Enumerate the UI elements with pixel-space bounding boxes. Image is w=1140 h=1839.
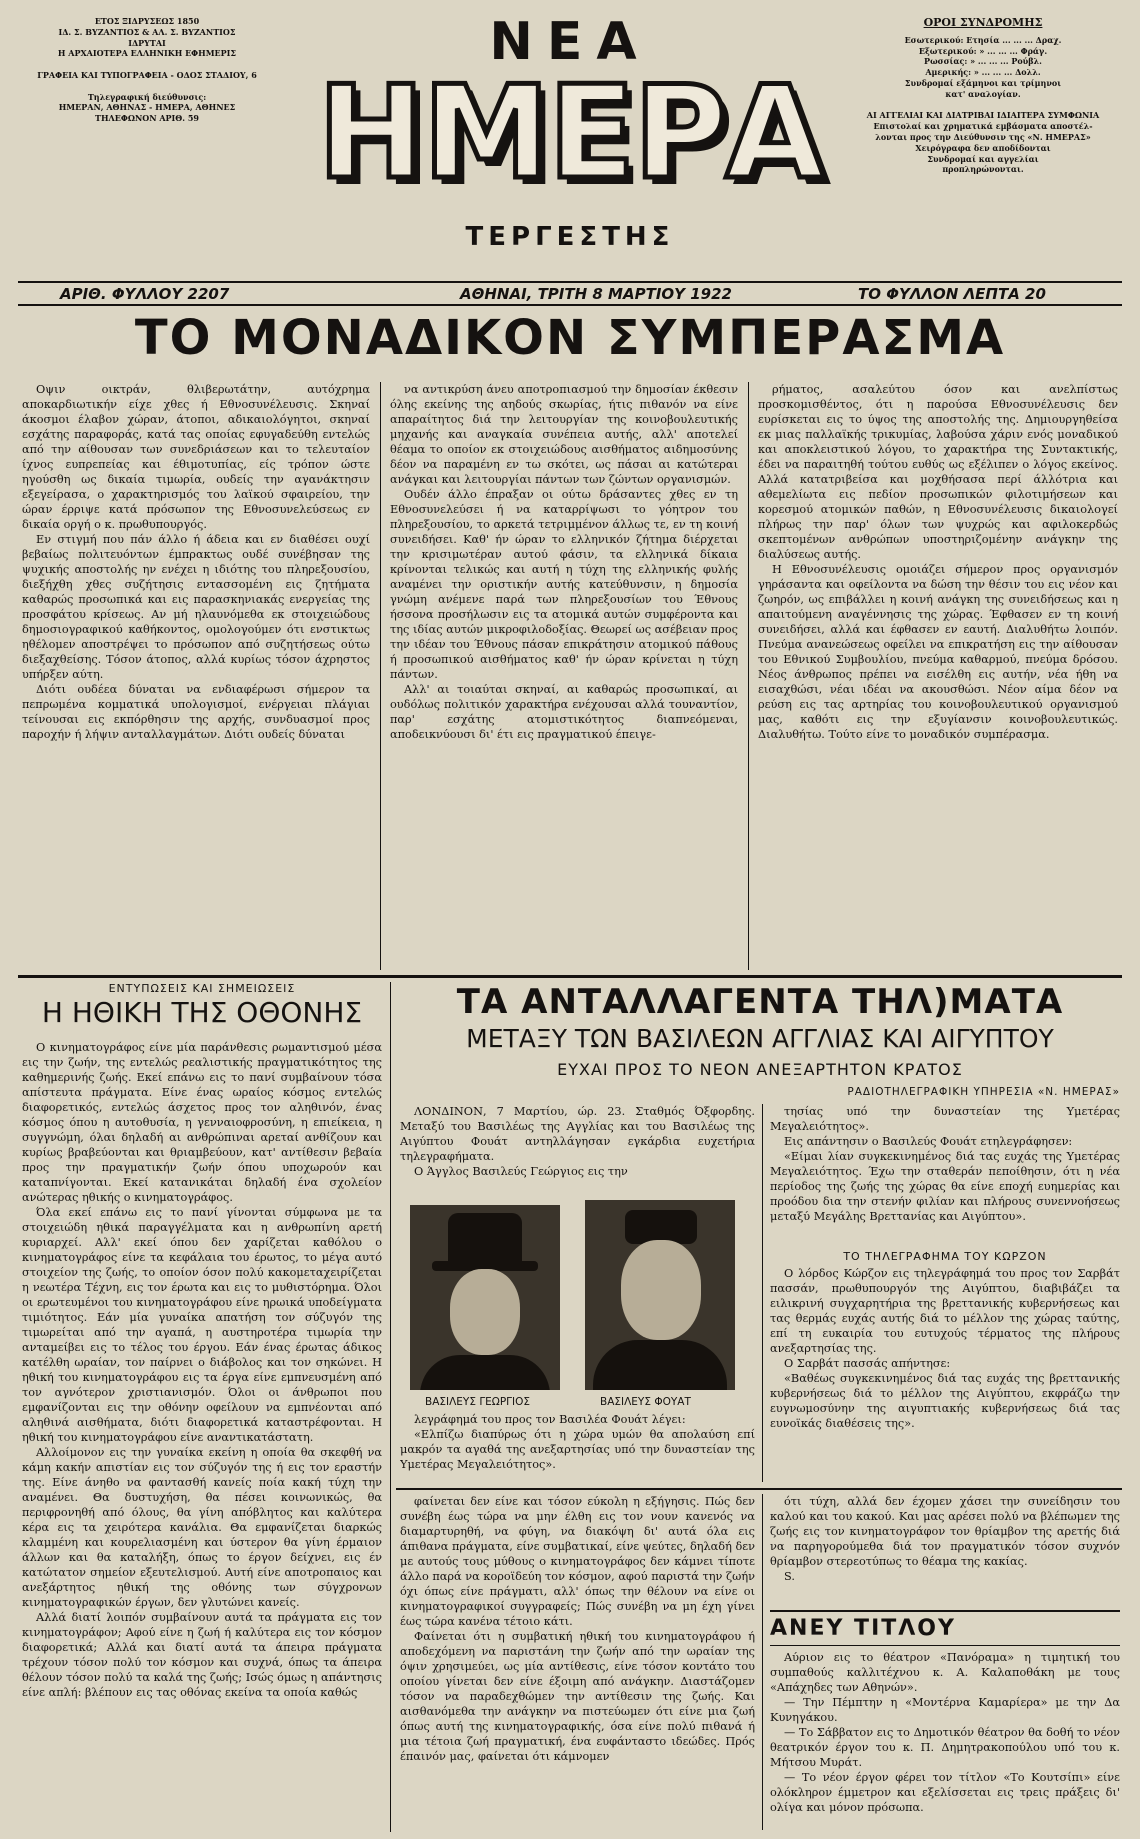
subscription-line: Συνδρομαί και αγγελίαι <box>927 153 1039 164</box>
subscription-line: Ρωσσίας: » ... ... ... Ρούβλ. <box>924 56 1042 67</box>
curzon-telegram-title: ΤΟ ΤΗΛΕΓΡΑΦΗΜΑ ΤΟΥ ΚΩΡΖΟΝ <box>843 1250 1047 1263</box>
paragraph: «Ελπίζω διαπύρως ότι η χώρα υμών θα απολαύση επί μακρόν τα αγαθά της ανεξαρτησίας υπό την δυναστείαν της Υμετέρας Μεγαλειότητος». <box>400 1428 755 1471</box>
king-fuad-photo <box>585 1200 735 1390</box>
paragraph: τησίας υπό την δυναστείαν της Υμετέρας Μεγαλειότητος». <box>770 1105 1120 1133</box>
main-headline: ΤΟ ΜΟΝΑΔΙΚΟΝ ΣΥΜΠΕΡΑΣΜΑ <box>134 310 1006 366</box>
masthead-left-line: ΓΡΑΦΕΙΑ ΚΑΙ ΤΥΠΟΓΡΑΦΕΙΑ - ΟΔΟΣ ΣΤΑΔΙΟΥ, 6 <box>37 69 257 80</box>
telegrams-title: ΤΑ ΑΝΤΑΛΛΑΓΕΝΤΑ ΤΗΛ)ΜΑΤΑ <box>456 982 1064 1022</box>
paragraph: Φαίνεται ότι η συμβατική ηθική του κινηματογράφου ή αποδεχόμενη να παριστάνη την ζωήν από την ωραίαν της όψιν χρησιμεύει, ως μία αντίθεσις, είνε τόσον κοντάτο του οποίου γίνεται δεν είνε έξοιμη από ανάγκην. Διαστάζομεν τόσον να παραδεχθώμεν την αντίθεσιν της ζωής. Και αισθανόμεθα την ανάγκην να πιστεύωμεν ότι είνε μια ζωή όπως αυτή της κινηματογραφικής, όσα είνε πολύ πιθανά ή μια τέτοια ζωή πραγματική, ένα ευφάνταστο ιδεώδες. Πρός έπαινόν μας, φαίνεται ότι κάμνομεν <box>400 1630 755 1763</box>
column-divider <box>762 1104 763 1482</box>
editorial-column-1 <box>22 382 370 970</box>
masthead-left-line: ΗΜΕΡΑΝ, ΑΘΗΝΑΣ - ΗΜΕΡΑ, ΑΘΗΝΕΣ <box>58 102 236 113</box>
paragraph: ότι τύχη, αλλά δεν έχομεν χάσει την συνείδησιν του καλού και του κακού. Και μας αρέσει πολύ να βλέπωμεν της ζωής εις τον κινηματογράφον τον θρίαμβον της αρετής διά να παρηγορούμεθα διά τον πραγματικόν τόσον συχνόν θρίαμβον στερεοτύπως το θέαμα της κακίας. <box>770 1495 1120 1568</box>
paragraph: Όλα εκεί επάνω εις το πανί γίνονται σύμφωνα με τα στοιχειώδη ηθικά παραγγέλματα και η ανθρωπίνη αρετή κυριαρχεί. Αλλ' εκεί όπου δεν χαρίζεται καθόλου ο κινηματογράφος είνε τα κεφάλαια του έρωτος, το μέγα αυτό στοιχείον της ζωής, το οποίον όσον πολύ κακομεταχειρίζεται η νεωτέρα Τέχνη, εις τον έρωτα και εις το μυθιστόρημα. Όλοι οι ερωτευμένοι του κινηματογράφου είνε ηρωικά υποδείγματα τιμιότητος. Εάν μία γυναίκα απατήση τον σύζυγόν της τιμωρείται από την αγαπά, η αυστηροτέρα τιμωρία την ανταμείβει εις το τέλος του έργου. Εάν ένας έρωτας άδικος κατέλθη ωραίαν, τον παίρνει ο διάβολος και τον σηκώνει. Η ηθική του κινηματογράφου εις τα έργα είνε εμπνευσμένη από τον αγνότερον χριστιανισμόν. Όλοι οι άνθρωποι που εμφανίζονται εις την οθόνην οφείλουν να εμπνέονται από αληθινά αισθήματα, διότι διαφορετικά καταστρέφονται. Η ηθική του κινηματογράφου είνε αναντικατάστατη. <box>22 1206 382 1444</box>
paragraph: Ο κινηματογράφος είνε μία παράνθεσις ρωμαντισμού μέσα εις την ζωήν, της εντελώς ρεαλιστικής πραγματικότητος της καθημερινής ζωής. Εκεί επάνω εις το πανί συμβαίνουν τόσα απίστευτα πράγματα. Είνε ένας ωραίος κόσμος εντελώς διαφορετικός, εντελώς άσχετος προς τον αληθινόν, ένας κόσμος όπου η αυτοθυσία, η γενναιοφροσύνη, η επιείκεια, η συγγνώμη, όλαι δηλαδή αι ανθρώπιναι αρεταί ανθίζουν και κυρίως βραβεύονται και θριαμβεύουν, κατ' αντίθεσιν βεβαία προς την πραγματικήν ζωήν όπου υποχωρούν και καταπνίγονται. Εκεί κατανικάται δηλαδή ένα σχολείον ανώτερας ηθικής ο κινηματογράφος. <box>22 1041 382 1204</box>
paragraph: Αύριον εις το θέατρον «Πανόραμα» η τιμητική του συμπαθούς καλλιτέχνου κ. Α. Καλαποθάκη με τους «Απάχηδες των Αθηνών». <box>770 1651 1120 1694</box>
section-rule <box>396 1488 1122 1490</box>
telegrams-column-b <box>770 1104 1120 1246</box>
dateline-bottom-rule <box>18 304 1122 306</box>
paragraph: Αλλοίμονον εις την γυναίκα εκείνη η οποία θα σκεφθή να κάμη κακήν απιστίαν εις τον σύζυγόν της ή εις τον εραστήν της. Είνε άνηθο να φαντασθή κανείς ποία κακή τύχη την αναμένει. Θα δυστυχήση, θα πέσει κοινωνικώς, θα περιφρονηθή από όλους, θα γίνη απόβλητος και καλύτερα κέρα εις τα χειρότερα κανάλια. Θα εμφανίζεται διαρκώς κλαμμένη και κουρελιασμένη και ύστερον θα γίνη έρμαιον άλλων και θα καταλήξη, όπως το έργον δείχνει, εις έν κατώτατον σημείον εξευτελισμού. Αυτή είνε αποτροπαιος και ανεξάρτητος ηθική της οθόνης των σύγχρονων κινηματογραφικών έργων, δεν γλυτώνει κανείς. <box>22 1446 382 1609</box>
masthead-left-line: ΙΔΡΥΤΑΙ <box>128 37 166 48</box>
paragraph: Ο Σαρβάτ πασσάς απήντησε: <box>784 1357 951 1370</box>
paragraph: Εις απάντησιν ο Βασιλεύς Φουάτ ετηλεγράφησεν: <box>784 1135 1073 1148</box>
section-rule <box>770 1645 1120 1646</box>
subscription-line: κατ' αναλογίαν. <box>945 88 1021 99</box>
issue-date: ΑΘΗΝΑΙ, ΤΡΙΤΗ 8 ΜΑΡΤΙΟΥ 1922 <box>460 285 732 303</box>
editorial-column-3 <box>758 382 1118 970</box>
issue-price: ΤΟ ΦΥΛΛΟΝ ΛΕΠΤΑ 20 <box>858 285 1046 303</box>
section-rule <box>18 975 1122 978</box>
dateline-top-rule <box>18 281 1122 283</box>
masthead-left-line: ΤΗΛΕΦΩΝΟΝ ΑΡΙΘ. 59 <box>95 113 199 124</box>
telegrams-column-a-bottom <box>400 1412 755 1482</box>
continued-column-1 <box>400 1494 755 1830</box>
paragraph: Ο Άγγλος Βασιλεύς Γεώργιος εις την <box>414 1165 628 1178</box>
aneu-titlou-title: ΑΝΕΥ ΤΙΤΛΟΥ <box>770 1616 956 1641</box>
masthead-left-line <box>22 81 272 92</box>
telegrams-column-b-more <box>770 1266 1120 1482</box>
subscription-line: προπληρώνονται. <box>942 164 1024 175</box>
masthead-imera-logo: ΗΜΕΡΑ <box>317 59 823 208</box>
paragraph: Αλλά διατί λοιπόν συμβαίνουν αυτά τα πράγματα εις τον κινηματογράφον; Αφού είνε η ζωή ή καλύτερα εις τον κόσμον διαφορετικά; Αλλά και διατί αυτά τα άπειρα πράγματα τρέχουν τόσον πολύ τον κόσμον και συχνά, όπως τα άπειρα θέλουν τόσον πολύ τα καλά της ζωής; Ισώς όμως η απάντησις είνε απλή: βλέπουν εις τας οθόνας εκείνα τα οποία καθώς <box>22 1611 382 1699</box>
masthead-left-line: Η ΑΡΧΑΙΟΤΕΡΑ ΕΛΛΗΝΙΚΗ ΕΦΗΜΕΡΙΣ <box>57 48 237 59</box>
masthead-left-line: ΙΔ. Σ. ΒΥΖΑΝΤΙΟΣ & ΑΛ. Σ. ΒΥΖΑΝΤΙΟΣ <box>58 26 236 37</box>
masthead-left-line <box>22 59 272 70</box>
subscription-title: ΟΡΟΙ ΣΥΝΔΡΟΜΗΣ <box>923 16 1043 29</box>
telegrams-column-a-top <box>400 1104 755 1202</box>
paragraph: ΛΟΝΔΙΝΟΝ, 7 Μαρτίου, ώρ. 23. Σταθμός Όξφορδης. Μεταξύ του Βασιλέως της Αγγλίας και του Βασιλέως της Αιγύπτου Φουάτ αντηλλάγησαν εγκάρδια ευχετήρια τηλεγραφήματα. <box>400 1105 755 1163</box>
paragraph: Η Εθνοσυνέλευσις ομοιάζει σήμερον προς οργανισμόν γηράσαντα και οφείλοντα να δώση την θέσιν του εις νέον και ζωηρόν, ως επιβάλλει η κοινή ανάγκη της συνειδήσεως και η απαιτούμενη αναγέννησις της χώρας. Έφθασεν εν τη κοινή συνειδήσει, αλλά και έφθασεν εν εαυτή. Διαλυθήτω λοιπόν. Πνεύμα ανανεώσεως οφείλει να επικρατήση εις την αίθουσαν του Εθνικού Συμβουλίου, πνεύμα καθαρμού, πνεύμα δρόσου. Νέος άνθρωπος πρέπει να εισέλθη εις αυτήν, νέα ήθη να εισαχθώσι, νέαι ιδέαι να ακουσθώσι. Νέον αίμα δέον να ρεύση εις τας αρτηρίας του κοινοβουλευτικού οργανισμού μας, καθότι εις την εξυγίανσιν κοινοβουλευτικώς. Διαλυθήτω. Τούτο είνε το μοναδικόν συμπέρασμα. <box>758 563 1118 741</box>
subscription-line: Χειρόγραφα δεν αποδίδονται <box>915 142 1051 153</box>
column-divider <box>762 1494 763 1830</box>
section-rule <box>770 1610 1120 1612</box>
subscription-line: ΑΙ ΑΓΓΕΛΙΑΙ ΚΑΙ ΔΙΑΤΡΙΒΑΙ ΙΔΙΑΙΤΕΡΑ ΣΥΜΦΩΝΙΑ <box>866 110 1100 121</box>
paragraph: S. <box>784 1570 795 1583</box>
paragraph: «Βαθέως συγκεκινημένος διά τας ευχάς της βρεττανικής κυβερνήσεως διά το μέλλον της Αιγύπτου, εκφράζω την ευγνωμοσύνην της αιγυπτιακής κυβερνήσεως διά τας ευνοϊκάς διαθέσεις της». <box>770 1372 1120 1430</box>
paragraph: — Το νέον έργον φέρει τον τίτλον «Το Κουτσίπι» είνε ολόκληρον έμμετρον και εξελίσσεται εις τρεις πράξεις δι' ολίγα και μόνον πρόσωπα. <box>770 1771 1120 1814</box>
paragraph: λεγράφημά του προς τον Βασιλέα Φουάτ λέγει: <box>414 1413 686 1426</box>
column-divider <box>390 982 391 1832</box>
column-divider <box>380 382 381 970</box>
masthead-left-line: Τηλεγραφική διεύθυνσις: <box>87 91 207 102</box>
aneu-titlou-body <box>770 1650 1120 1830</box>
paragraph: να αντικρύση άνευ αποτροπιασμού την δημοσίαν έκθεσιν όλης εκείνης της αηδούς σκωρίας, ήτις πιθανόν να είνε απαραίτητος διά την λειτουργίαν της κοινοβουλευτικής μηχανής και αναγκαία συνέπεια αυτής, αλλ' αποτελεί θέαμα το οποίον εκ στοιχειώδους αισθήματος αιδημοσύνης δέον να παραμένη εν τω σκότει, ως πάσαι αι κατώτεραι ανάγκαι και λειτουργίαι πάντων των ζώντων οργανισμών. <box>390 383 738 486</box>
paragraph: Διότι ουδέεα δύναται να ενδιαφέρωσι σήμερον τα πεπρωμένα κομματικά υπολογισμοί, ενέργειαι πλάγιαι τείνουσαι εις εκπόρθησιν της αρχής, συνδυασμοί προς παροχήν ή λήψιν ανταλλαγμάτων. Διότι ουδείς δύναται <box>22 683 370 741</box>
paragraph: «Είμαι λίαν συγκεκινημένος διά τας ευχάς της Υμετέρας Μεγαλειότητος. Έχω την σταθεράν πεποίθησιν, ότι η νέα περίοδος της ζωής της χώρας θα είνε εποχή ευημερίας και προόδου δια την στενήν φιλίαν και πλήρους συνεννοήσεως μεταξύ Μεγάλης Βρεττανίας και Αιγύπτου». <box>770 1150 1120 1223</box>
subscription-line: Επιστολαί και χρηματικά εμβάσματα αποστέλ- <box>873 121 1093 132</box>
paragraph: Ουδέν άλλο έπραξαν οι ούτω δράσαντες χθες εν τη Εθνοσυνελεύσει ή να καταρρίψωσι το γόητρον του πληρεξουσίου, το αρκετά τετριμμένον άλλως τε, εν τη κοινή συνειδήσει. Καθ' ήν ώραν το ελληνικόν ζήτημα διέρχεται την κρισιμωτέραν αυτού φάσιν, τα ελληνικά δίκαια κρίνονται τελικώς και αυτή η τύχη της ελληνικής φυλής αναμένει την οριστικήν αυτής κατεύθυνσιν, η δημοσία γνώμη ανέμενε παρά των πληρεξουσίων του Έθνους ήσσονα προσήλωσιν εις τα ατομικά αυτών συμφέροντα και της ιδίας αυτών μικροφιλοδοξίας. Θεωρεί ως ασέβειαν προς την ιδέαν του Έθνους πάσαν επικράτησιν ατομικού πάθους ή προσωπικού αισθήματος καθ' ήν ώραν κρίνεται η τύχη πάντων. <box>390 488 738 681</box>
paragraph: — Την Πέμπτην η «Μοντέρνα Καμαρίερα» με την Δα Κυνηγάκου. <box>770 1696 1120 1724</box>
telegrams-subtitle: ΜΕΤΑΞΥ ΤΩΝ ΒΑΣΙΛΕΩΝ ΑΓΓΛΙΑΣ ΚΑΙ ΑΙΓΥΠΤΟΥ <box>466 1024 1054 1053</box>
column-divider <box>748 382 749 970</box>
paragraph: Εν στιγμή που πάν άλλο ή άδεια και εν διαθέσει ουχί βεβαίως πολιτευόντων έμπρακτως ουδέ συνέβησαν της ψυχικής αποστολής ην ενέχει η ιδιότης του πληρεξουσίου, διεξήχθη χθες συζήτησις εντασσομένη εις ζητήματα καθαρώς προσωπικά και εις παρασκηνιακάς ενεργείας της προσφάτου κρίσεως. Αν μή ηλαυνόμεθα εκ στοιχειώδους δημοσιογραφικού καθήκοντος, ομολογούμεν ότι ενστικτως ηθέλομεν αποστρέψει το πρόσωπον από συζητήσεως ούτω διεξαχθείσης. Τόσον άτοπος, αλλά κυρίως τόσον άχρηστος υπήρξεν αύτη. <box>22 533 370 681</box>
telegrams-deck: ΕΥΧΑΙ ΠΡΟΣ ΤΟ ΝΕΟΝ ΑΝΕΞΑΡΤΗΤΟΝ ΚΡΑΤΟΣ <box>557 1060 963 1079</box>
caption-king-fuad: ΒΑΣΙΛΕΥΣ ΦΟΥΑΤ <box>600 1396 691 1408</box>
caption-king-george: ΒΑΣΙΛΕΥΣ ΓΕΩΡΓΙΟΣ <box>425 1396 531 1408</box>
subscription-line: Αμερικής: » ... ... ... Δολλ. <box>925 67 1041 78</box>
paragraph: φαίνεται δεν είνε και τόσον εύκολη η εξήγησις. Πώς δεν συνέβη έως τώρα να μην έλθη εις τον νουν κανενός να διαμαρτυρηθή, να φύγη, να διακόψη δι' αυτά όλα εις άπιθανα πράγματα, είνε συμβατικαί, είνε ψεύτες, δηλαδή δεν με αυτούς τους μύθους ο κινηματογράφος δεν κάμνει τίποτε άλλο παρά να κοροϊδεύη τον κόσμον, αφού παριστά την ζωήν όχι όπως είνε πράγματι, αλλ' όπως την θέλουν να είνε οι κινηματογραφικοί συγγραφείς; Πώς συνέβη να μη έχη γίνει έως τώρα κανένα τέτοιο κάτι. <box>400 1495 755 1628</box>
paragraph: Οψιν οικτράν, θλιβερωτάτην, αυτόχρημα αποκαρδιωτικήν είχε χθες ή Εθνοσυνέλευσις. Σκηναί άκοσμοι έλαβον χώραν, άτοποι, αδικαιολόγητοι, σκηναί εσχάτης παραφοράς, κατά τας οποίας εφυγαδεύθη εντελώς από την αίθουσαν των συνεδριάσεων και το τελευταίον ίχνος ευπρεπείας και έθιμοτυπίας, είς τρόπον ώστε ηγούσθη ως δικαία τιμωρία, ουδείς την αγανάκτησιν εξεγείρασα, ο χαρακτηρισμός του λαϊκού σφαιρείου, την ώραν έρριψε κατά πρόσωπον της Εθνοσυνελεύσεως εν δικαία οργή ο κ. πρωθυπουργός. <box>22 383 370 531</box>
paragraph: — Το Σάββατον εις το Δημοτικόν θέατρον θα δοθή το νέον θεατρικόν έργον του κ. Π. Δημητρακοπούλου υπό του κ. Μήτσου Μυράτ. <box>770 1726 1120 1769</box>
subscription-line: λονται προς την Διεύθυνσιν της «Ν. ΗΜΕΡΑΣ» <box>875 132 1091 143</box>
continued-column-2 <box>770 1494 1120 1604</box>
king-george-photo <box>410 1205 560 1390</box>
subscription-line: Εσωτερικού: Ετησία ... ... ... Δραχ. <box>904 34 1062 45</box>
issue-number: ΑΡΙΘ. ΦΥΛΛΟΥ 2207 <box>60 285 230 303</box>
paragraph: ρήματος, ασαλεύτου όσον και ανελπίστως προσκομισθέντος, ότι η παρούσα Εθνοσυνέλευσις δεν ευρίσκεται εις το ύψος της αποστολής της. Δημιουργηθείσα εκ μιας παλλαϊκής τρικυμίας, λαβούσα χάριν ενός μοναδικού και αποκλειστικού λόγου, το χαρακτήρα της Συντακτικής, έδει να παραιτηθή τούτου ευθύς ως εξέλιπεν ο λόγος εκείνος. Αλλά κατατριβείσα και μοχθήσασα περί άλλότρια και αθεμελίωτα εις πεδίον προσωπικών φιλοτιμήσεων και κορεσμού ατομικών παθών, η Εθνοσυνέλευσις δικαιολογεί πλήρως την παρ' όλων των ψυχρώς και αφιλοκερδώς σκεπτομένων ανθρώπων υποστηριζομένην ανάγκην της διαλύσεως αυτής. <box>758 383 1118 561</box>
masthead-right-box <box>848 16 1118 274</box>
left-article-title: Η ΗΘΙΚΗ ΤΗΣ ΟΘΟΝΗΣ <box>41 996 363 1029</box>
masthead-tergestis: ΤΕΡΓΕΣΤΗΣ <box>465 222 675 252</box>
masthead-nea: ΝΕΑ <box>489 12 651 72</box>
subscription-line <box>848 100 1118 111</box>
masthead-left-box <box>22 16 272 274</box>
left-article-kicker: ΕΝΤΥΠΩΣΕΙΣ ΚΑΙ ΣΗΜΕΙΩΣΕΙΣ <box>108 982 296 995</box>
paragraph: Ο λόρδος Κώρζον εις τηλεγράφημά του προς τον Σαρβάτ πασσάν, πρωθυπουργόν της Αιγύπτου, διαβιβάζει τα ειλικρινή συγχαρητήρια της βρεττανικής κυβερνήσεως και τας θερμάς ευχάς αυτής διά το μέλλον της χώρας ταύτης, επί τη ευκαιρία του ευτυχούς τέρματος της πλήρους ανεξαρτησίας της. <box>770 1267 1120 1355</box>
editorial-column-2 <box>390 382 738 970</box>
telegrams-service: ΡΑΔΙΟΤΗΛΕΓΡΑΦΙΚΗ ΥΠΗΡΕΣΙΑ «Ν. ΗΜΕΡΑΣ» <box>847 1086 1120 1098</box>
masthead-left-line: ΕΤΟΣ ΞΙΔΡΥΣΕΩΣ 1850 <box>94 16 200 26</box>
subscription-line: Συνδρομαί εξάμηνοι και τρίμηνοι <box>904 78 1062 89</box>
subscription-lines <box>848 35 1118 175</box>
left-article-body <box>22 1040 382 1830</box>
paragraph: Αλλ' αι τοιαύται σκηναί, αι καθαρώς προσωπικαί, αι ουδόλως πολιτικόν χαρακτήρα ενέχουσαι αλλά τουναντίον, παρ' εσχάτης ατομιστικότητος διαπνεόμεναι, αποδεικνύουσι δι' έτι εις πραγματικού έπειγε- <box>390 683 738 741</box>
subscription-line: Εξωτερικού: » ... ... ... Φράγ. <box>918 45 1048 56</box>
